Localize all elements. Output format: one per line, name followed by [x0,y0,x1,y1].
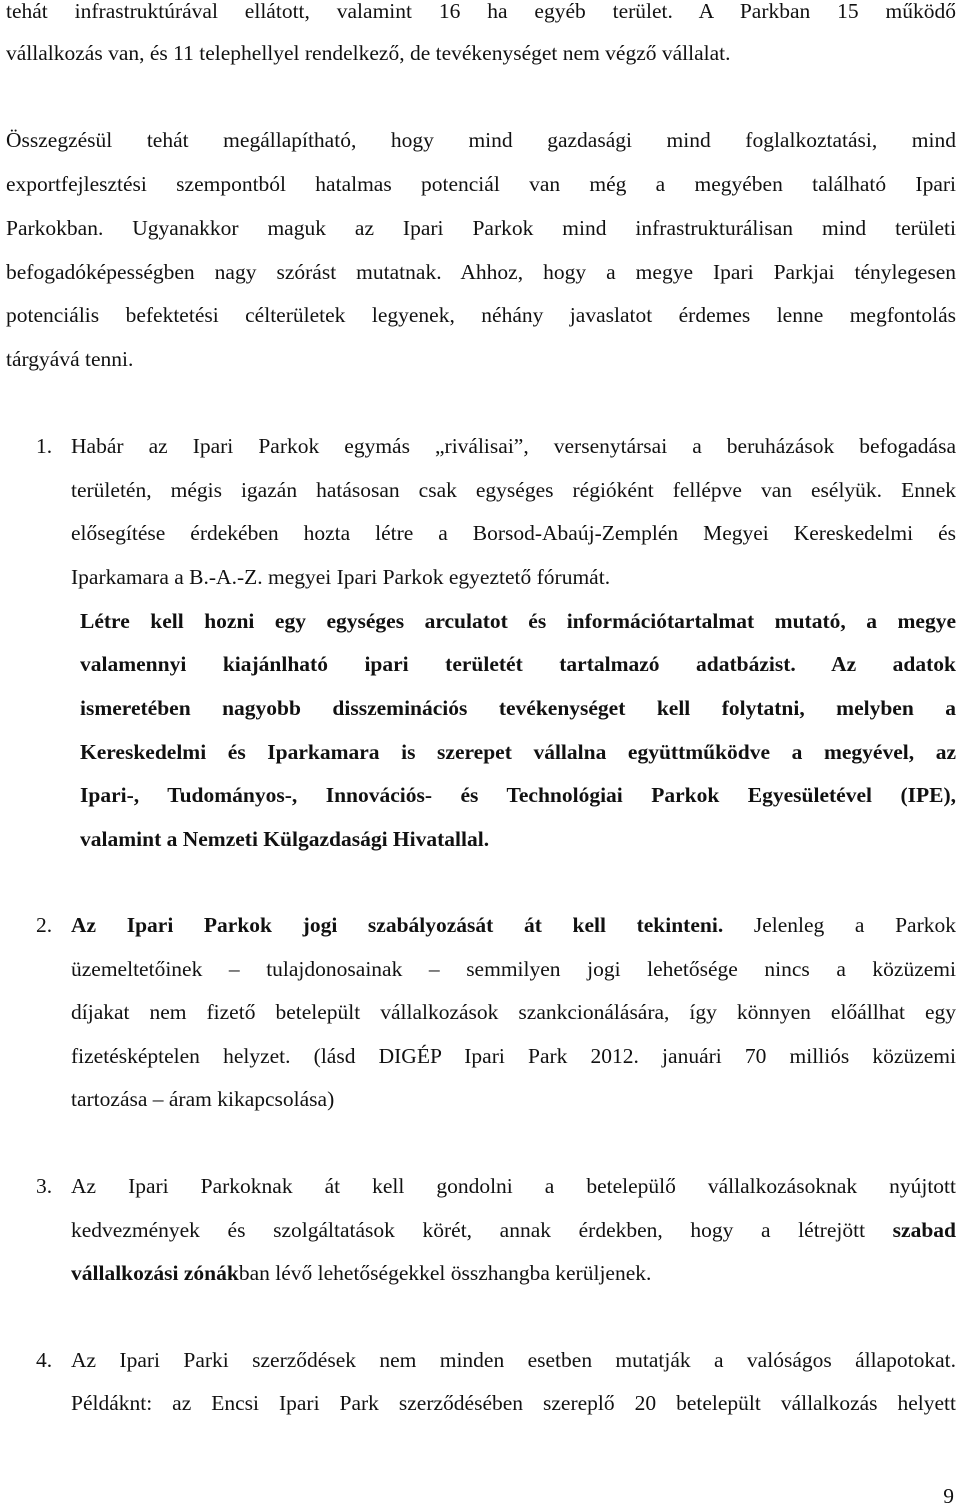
page-number: 9 [943,1484,954,1508]
item-3-line-2 [71,1217,956,1243]
item-2-line-1-rest: Jelenleg a Parkok [723,913,957,937]
item-2-number: 2. [36,913,53,937]
item-1-line-3: elősegítése érdekében hozta létre a Borsod-Abaúj-Zemplén Megyei Kereskedelmi és [71,521,956,545]
summary-line-3: Parkokban. Ugyanakkor maguk az Ipari Parkok mind infrastrukturálisan mind területi [6,216,956,240]
intro-line-1: tehát infrastruktúrával ellátott, valamint 16 ha egyéb terület. A Parkban 15 működő [6,0,956,23]
summary-line-4: befogadóképességben nagy szórást mutatnak. Ahhoz, hogy a megye Ipari Parkjai ténylegesen [6,260,956,284]
item-1-bold-line-3: ismeretében nagyobb disszeminációs tevékenységet kell folytatni, melyben a [80,696,956,720]
item-3-line-1: Az Ipari Parkoknak át kell gondolni a betelepülő vállalkozásoknak nyújtott [71,1174,956,1198]
item-2-line-2: üzemeltetőinek – tulajdonosainak – semmilyen jogi lehetősége nincs a közüzemi [71,957,956,981]
item-4-number: 4. [36,1348,53,1372]
item-3-line-2-text: kedvezmények és szolgáltatások körét, annak érdekben, hogy a létrejött [71,1218,893,1242]
item-1-number: 1. [36,434,53,458]
item-1-line-2: területén, mégis igazán hatásosan csak egységes régióként fellépve van esélyük. Ennek [71,478,956,502]
item-1-bold-line-6: valamint a Nemzeti Külgazdasági Hivatallal. [80,827,490,851]
item-4-line-2: Példáknt: az Encsi Ipari Park szerződésében szereplő 20 betelepült vállalkozás helyett [71,1391,956,1415]
summary-line-5: potenciális befektetési célterületek legyenek, néhány javaslatot érdemes lenne megfontolás [6,303,956,327]
item-3-line-3-bold: vállalkozási zónák [71,1261,239,1285]
item-2-line-3: díjakat nem fizető betelepült vállalkozások szankcionálására, így könnyen előállhat egy [71,1000,956,1024]
item-1-bold-line-5: Ipari-, Tudományos-, Innovációs- és Technológiai Parkok Egyesületével (IPE), [80,783,956,807]
item-2-line-1 [71,912,956,938]
item-1-bold-line-4: Kereskedelmi és Iparkamara is szerepet vállalna együttműködve a megyével, az [80,740,956,764]
item-3-line-3-rest: ban lévő lehetőségekkel összhangba kerüljenek. [238,1261,652,1285]
item-3-line-3 [71,1260,651,1286]
item-1-bold-line-2: valamennyi kiajánlható ipari területét tartalmazó adatbázist. Az adatok [80,652,956,676]
item-1-bold-line-1: Létre kell hozni egy egységes arculatot és információtartalmat mutató, a megye [80,609,956,633]
item-2-line-4: fizetésképtelen helyzet. (lásd DIGÉP Ipari Park 2012. januári 70 milliós közüzemi [71,1044,956,1068]
intro-line-2: vállalkozás van, és 11 telephellyel rendelkező, de tevékenységet nem végző vállalat. [6,41,731,65]
summary-line-6: tárgyává tenni. [6,347,134,371]
item-3-line-2-bold: szabad [892,1218,956,1242]
item-1-line-1: Habár az Ipari Parkok egymás „riválisai”, versenytársai a beruházások befogadása [71,434,956,458]
summary-line-1: Összegzésül tehát megállapítható, hogy mind gazdasági mind foglalkoztatási, mind [6,128,956,152]
summary-line-2: exportfejlesztési szempontból hatalmas potenciál van még a megyében található Ipari [6,172,956,196]
item-1-line-4: Iparkamara a B.-A.-Z. megyei Ipari Parkok egyeztető fórumát. [71,565,611,589]
item-3-number: 3. [36,1174,53,1198]
item-2-line-5: tartozása – áram kikapcsolása) [71,1087,335,1111]
item-2-heading: Az Ipari Parkok jogi szabályozását át kell tekinteni. [71,913,724,937]
item-4-line-1: Az Ipari Parki szerződések nem minden esetben mutatják a valóságos állapotokat. [71,1348,956,1372]
